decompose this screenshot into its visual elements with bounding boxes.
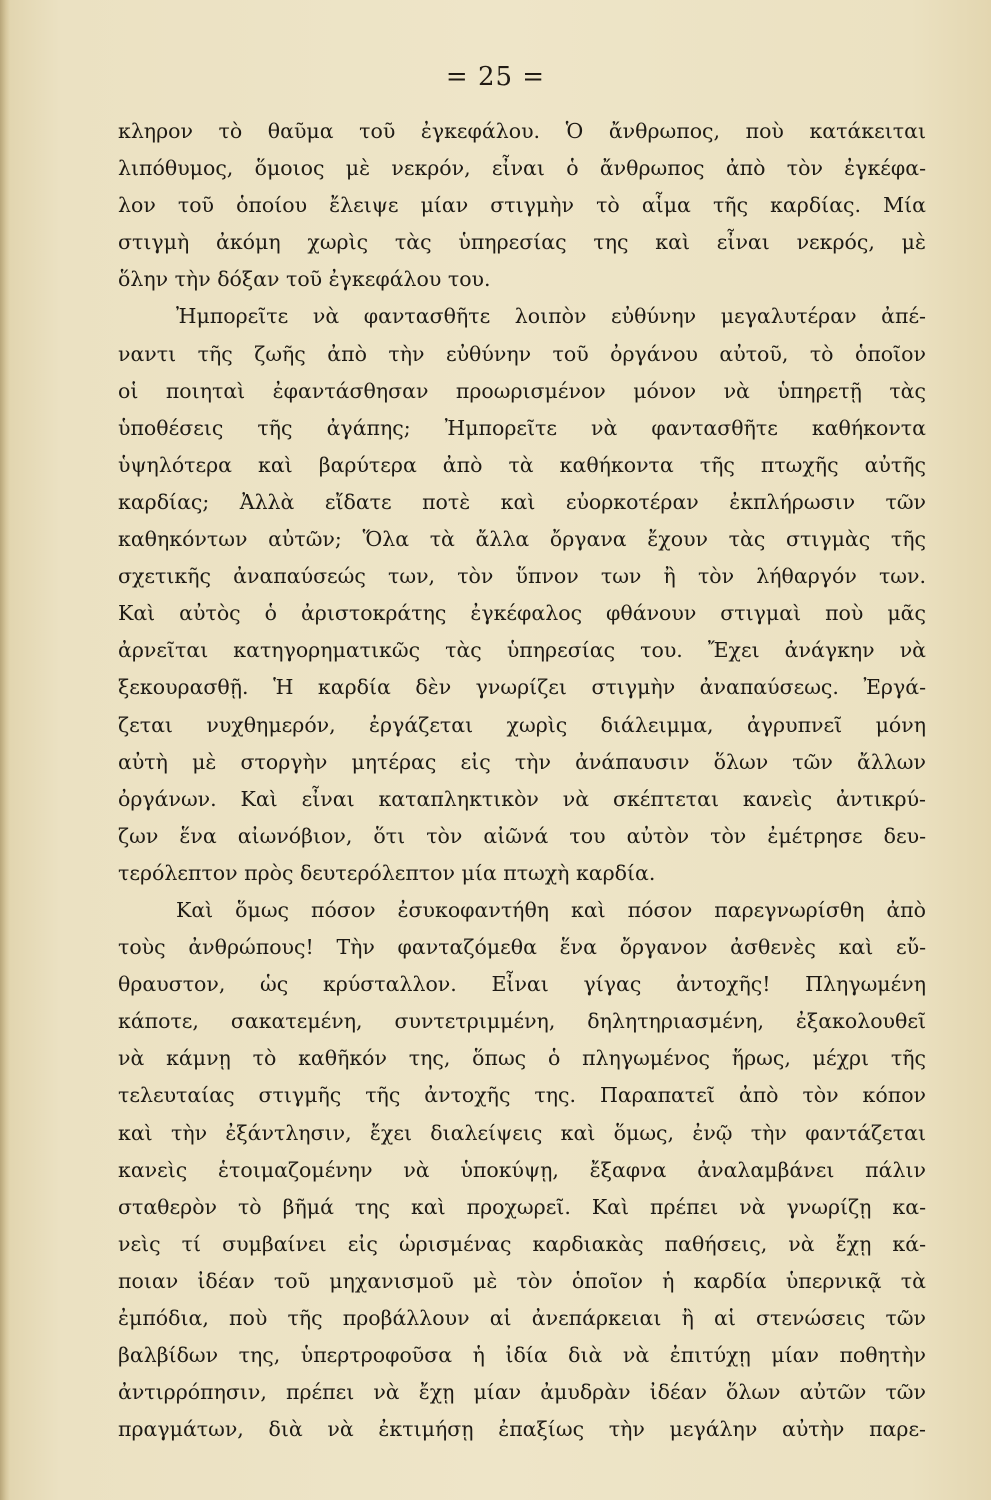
- text-line: ἀντιρρόπησιν, πρέπει νὰ ἔχῃ μίαν ἀμυδρὰν ἰδέαν ὅλων αὐτῶν τῶν: [118, 1380, 926, 1405]
- text-line: ναντι τῆς ζωῆς ἀπὸ τὴν εὐθύνην τοῦ ὀργάνου αὐτοῦ, τὸ ὁποῖον: [118, 341, 926, 366]
- text-line: οἱ ποιηταὶ ἐφαντάσθησαν προωρισμένον μόνον νὰ ὑπηρετῇ τὰς: [118, 378, 926, 403]
- text-line: αὐτὴ μὲ στοργὴν μητέρας εἰς τὴν ἀνάπαυσιν ὅλων τῶν ἄλλων: [118, 749, 926, 774]
- text-line: νεὶς τί συμβαίνει εἰς ὡρισμένας καρδιακὰς παθήσεις, νὰ ἔχῃ κά-: [118, 1231, 926, 1256]
- text-line: λιπόθυμος, ὅμοιος μὲ νεκρόν, εἶναι ὁ ἄνθρωπος ἀπὸ τὸν ἐγκέφα-: [118, 156, 926, 181]
- text-line: θραυστον, ὡς κρύσταλλον. Εἶναι γίγας ἀντοχῆς! Πληγωμένη: [118, 972, 926, 997]
- text-line: βαλβίδων της, ὑπερτροφοῦσα ἡ ἰδία διὰ νὰ ἐπιτύχῃ μίαν ποθητὴν: [118, 1343, 926, 1368]
- text-line: νὰ κάμνῃ τὸ καθῆκόν της, ὅπως ὁ πληγωμένος ἥρως, μέχρι τῆς: [118, 1046, 926, 1071]
- text-line: ξεκουρασθῇ. Ἡ καρδία δὲν γνωρίζει στιγμὴν ἀναπαύσεως. Ἐργά-: [118, 675, 926, 700]
- text-line: στιγμὴ ἀκόμη χωρὶς τὰς ὑπηρεσίας της καὶ εἶναι νεκρός, μὲ: [118, 230, 926, 255]
- text-line: κανεὶς ἑτοιμαζομένην νὰ ὑποκύψῃ, ἔξαφνα ἀναλαμβάνει πάλιν: [118, 1157, 926, 1182]
- text-line: Ἠμπορεῖτε νὰ φαντασθῆτε λοιπὸν εὐθύνην μεγαλυτέραν ἀπέ-: [176, 304, 926, 329]
- page-number: = 25 =: [445, 62, 546, 92]
- text-line: Καὶ ὅμως πόσον ἐσυκοφαντήθη καὶ πόσον παρεγνωρίσθη ἀπὸ: [176, 897, 926, 922]
- text-line: τοὺς ἀνθρώπους! Τὴν φανταζόμεθα ἕνα ὄργανον ἀσθενὲς καὶ εὔ-: [118, 935, 926, 960]
- text-line: ὑποθέσεις τῆς ἀγάπης; Ἠμπορεῖτε νὰ φαντασθῆτε καθήκοντα: [118, 415, 926, 440]
- text-line: κάποτε, σακατεμένη, συντετριμμένη, δηλητηριασμένη, ἐξακολουθεῖ: [118, 1009, 926, 1034]
- text-line: ὅλην τὴν δόξαν τοῦ ἐγκεφάλου του.: [118, 267, 491, 292]
- text-line: λον τοῦ ὁποίου ἔλειψε μίαν στιγμὴν τὸ αἷμα τῆς καρδίας. Μία: [118, 193, 926, 218]
- text-line: τερόλεπτον πρὸς δευτερόλεπτον μία πτωχὴ καρδία.: [118, 860, 656, 885]
- text-line: ἀρνεῖται κατηγορηματικῶς τὰς ὑπηρεσίας του. Ἔχει ἀνάγκην νὰ: [118, 638, 926, 663]
- text-line: καὶ τὴν ἐξάντλησιν, ἔχει διαλείψεις καὶ ὅμως, ἐνῷ τὴν φαντάζεται: [118, 1120, 926, 1145]
- page-binding-edge: [0, 0, 10, 1500]
- text-line: σχετικῆς ἀναπαύσεώς των, τὸν ὕπνον των ἢ τὸν λήθαργόν των.: [118, 564, 926, 589]
- text-line: κληρον τὸ θαῦμα τοῦ ἐγκεφάλου. Ὁ ἄνθρωπος, ποὺ κατάκειται: [118, 119, 926, 143]
- text-line: σταθερὸν τὸ βῆμά της καὶ προχωρεῖ. Καὶ πρέπει νὰ γνωρίζῃ κα-: [118, 1194, 926, 1219]
- text-line: ὀργάνων. Καὶ εἶναι καταπληκτικὸν νὰ σκέπτεται κανεὶς ἀντικρύ-: [118, 786, 926, 811]
- text-line: καρδίας; Ἀλλὰ εἴδατε ποτὲ καὶ εὐορκοτέραν ἐκπλήρωσιν τῶν: [118, 489, 926, 514]
- text-line: καθηκόντων αὐτῶν; Ὅλα τὰ ἄλλα ὄργανα ἔχουν τὰς στιγμὰς τῆς: [118, 527, 926, 552]
- text-line: ποιαν ἰδέαν τοῦ μηχανισμοῦ μὲ τὸν ὁποῖον ἡ καρδία ὑπερνικᾷ τὰ: [118, 1268, 926, 1293]
- text-line: τελευταίας στιγμῆς τῆς ἀντοχῆς της. Παραπατεῖ ἀπὸ τὸν κόπον: [118, 1083, 926, 1108]
- text-line: ζεται νυχθημερόν, ἐργάζεται χωρὶς διάλειμμα, ἀγρυπνεῖ μόνη: [118, 712, 926, 737]
- body-text: [118, 113, 926, 1448]
- text-line: ὑψηλότερα καὶ βαρύτερα ἀπὸ τὰ καθήκοντα τῆς πτωχῆς αὐτῆς: [118, 452, 926, 477]
- text-line: ζων ἕνα αἰωνόβιον, ὅτι τὸν αἰῶνά του αὐτὸν τὸν ἐμέτρησε δευ-: [118, 823, 926, 848]
- text-line: πραγμάτων, διὰ νὰ ἐκτιμήσῃ ἐπαξίως τὴν μεγάλην αὐτὴν παρε-: [118, 1417, 926, 1442]
- text-line: ἐμπόδια, ποὺ τῆς προβάλλουν αἱ ἀνεπάρκειαι ἢ αἱ στενώσεις τῶν: [118, 1306, 926, 1330]
- text-line: Καὶ αὐτὸς ὁ ἀριστοκράτης ἐγκέφαλος φθάνουν στιγμαὶ ποὺ μᾶς: [118, 601, 926, 626]
